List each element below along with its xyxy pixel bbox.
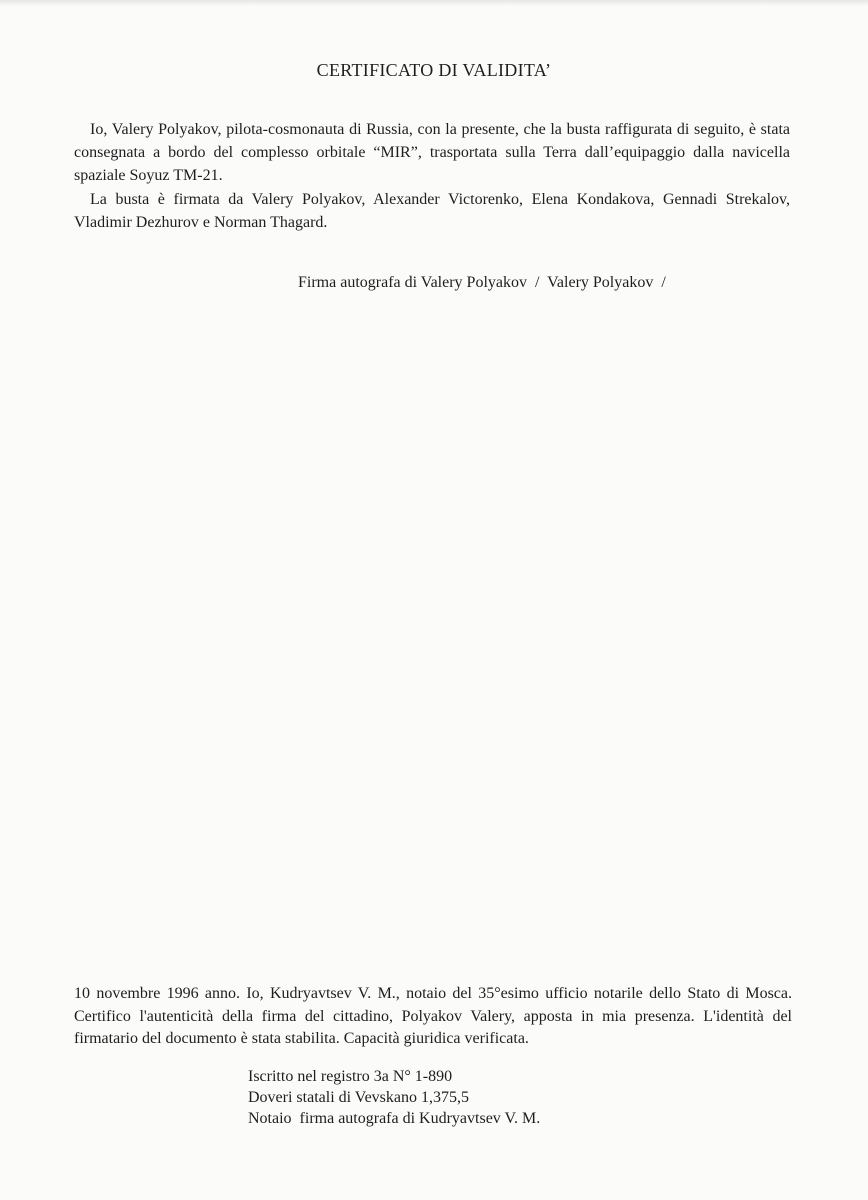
signature-line: Firma autografa di Valery Polyakov / Valery Polyakov / [298, 274, 666, 291]
notary-paragraph: 10 novembre 1996 anno. Io, Kudryavtsev V. M., notaio del 35°esimo ufficio notarile dello Stato di Mosca. Certifico l'autenticità della firma del cittadino, Polyakov Valery, apposta in mia presenza. L'identità del firmatario del documento è stata stabilita. Capacità giuridica verificata. [74, 985, 792, 1048]
certificate-paragraph: Io, Valery Polyakov, pilota-cosmonauta di Russia, con la presente, che la busta raffigurata di seguito, è stata consegnata a bordo del complesso orbitale “MIR”, trasportata sulla Terra dall’equipaggio dalla navicella spaziale Soyuz TM-21. [74, 121, 790, 185]
registry-block [248, 1067, 540, 1129]
document-title: CERTIFICATO DI VALIDITA’ [316, 60, 552, 80]
registry-line: Doveri statali di Vevskano 1,375,5 [248, 1088, 470, 1106]
registry-line: Notaio firma autografa di Kudryavtsev V. M. [248, 1109, 541, 1127]
registry-line: Iscritto nel registro 3a N° 1-890 [248, 1068, 453, 1085]
notary-section [74, 983, 792, 1051]
certificate-paragraph: La busta è firmata da Valery Polyakov, Alexander Victorenko, Elena Kondakova, Gennadi Strekalov, Vladimir Dezhurov e Norman Thagard. [74, 190, 790, 231]
certificate-body [74, 118, 790, 234]
scan-top-edge [0, 0, 868, 6]
